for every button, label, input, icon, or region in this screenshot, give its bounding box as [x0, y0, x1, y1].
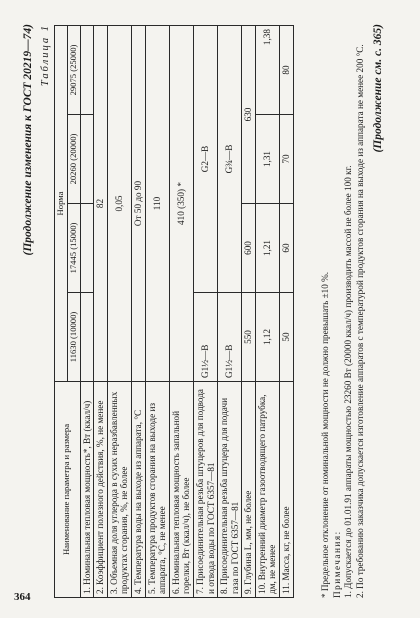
row-param: 10. Внутренний диаметр газоотводящего патрубка, дм, не менее	[255, 382, 279, 598]
row-value: 80	[280, 26, 294, 115]
note-item: 1. Допускается до 01.01.91 аппараты мощностью 23260 Вт (20000 ккал/ч) производить массой не более 100 кг.	[343, 165, 353, 598]
table-row	[169, 26, 193, 598]
row-param: 9. Глубина L, мм, не более	[242, 382, 256, 598]
row-value: 70	[280, 115, 294, 204]
table-row	[132, 26, 146, 598]
row-param: 4. Температура воды на выходе из аппарата, °С	[132, 382, 146, 598]
table-row	[94, 26, 108, 598]
row-value: G¾—В	[218, 26, 242, 293]
column-header: 20260 (20000)	[67, 115, 80, 204]
column-header: 29075 (25000)	[67, 26, 80, 115]
row-param: 5. Температура продуктов сгорания на выходе из аппарата, °С, не менее	[145, 382, 169, 598]
notes-title: Примечания:	[331, 530, 342, 598]
row-param: 8. Присоединительная резьба штуцера для подачи газа по ГОСТ 6357—81	[218, 382, 242, 598]
continuation-footer: (Продолжение см. с. 365)	[372, 24, 384, 153]
header-param: Наименование параметра и размера	[55, 382, 81, 598]
row-param: 11. Масса, кг, не более	[280, 382, 294, 598]
header-norm: Норма	[55, 26, 68, 382]
row-value: 1,31	[255, 115, 279, 204]
table-label: Таблица 1	[40, 24, 51, 87]
row-value: От 50 до 90	[132, 26, 146, 382]
row-param: 6. Номинальная тепловая мощность запальной горелки, Вт (ккал/ч), не более	[169, 382, 193, 598]
table-header-row	[55, 26, 68, 598]
row-value	[80, 115, 94, 204]
footnote: * Предельное отклонение от номинальной мощности не должно превышать ±10 %.	[320, 271, 330, 598]
spec-table	[54, 25, 294, 598]
table-row	[218, 26, 242, 598]
table-row	[107, 26, 131, 598]
row-value: 410 (350) *	[169, 26, 193, 382]
table-row	[255, 26, 279, 598]
row-value	[80, 26, 94, 115]
row-value: G1½—В	[193, 293, 217, 382]
row-value	[80, 204, 94, 293]
note-item: 2. По требованию заказчика допускается изготовление аппаратов с температурой продуктов сгорания на выходе из аппарата не менее 200 °С.	[354, 44, 365, 598]
rotated-page-content	[20, 20, 400, 598]
row-value: 0,05	[107, 26, 131, 382]
row-value: 82	[94, 26, 108, 382]
table-row	[145, 26, 169, 598]
row-value	[80, 293, 94, 382]
table-row	[80, 26, 94, 598]
row-value: 1,38	[255, 26, 279, 115]
row-value: 50	[280, 293, 294, 382]
row-value: 550	[242, 293, 256, 382]
row-param: 1. Номинальная тепловая мощность*, Вт (ккал/ч)	[80, 382, 94, 598]
table-row	[242, 26, 256, 598]
row-param: 2. Коэффициент полезного действия, %, не менее	[94, 382, 108, 598]
row-value: 110	[145, 26, 169, 382]
notes-block	[320, 26, 366, 598]
row-value: G1½—В	[218, 293, 242, 382]
row-value: 60	[280, 204, 294, 293]
row-value: 1,12	[255, 293, 279, 382]
row-param: 7. Присоединительная резьба штуцеров для подвода и отвода воды по ГОСТ 6357—81	[193, 382, 217, 598]
column-header: 17445 (15000)	[67, 204, 80, 293]
row-value: 600	[242, 204, 256, 293]
row-value: 630	[242, 26, 256, 204]
row-param: 3. Объемная доля углерода в сухих неразбавленных продуктах сгорания, %, не более	[107, 382, 131, 598]
column-header: 11630 (10000)	[67, 293, 80, 382]
page-number: 364	[14, 591, 31, 603]
row-value: G2—В	[193, 26, 217, 293]
table-row	[280, 26, 294, 598]
continuation-header: (Продолжение изменения к ГОСТ 20219—74)	[22, 24, 34, 256]
row-value: 1,21	[255, 204, 279, 293]
table-row	[193, 26, 217, 598]
